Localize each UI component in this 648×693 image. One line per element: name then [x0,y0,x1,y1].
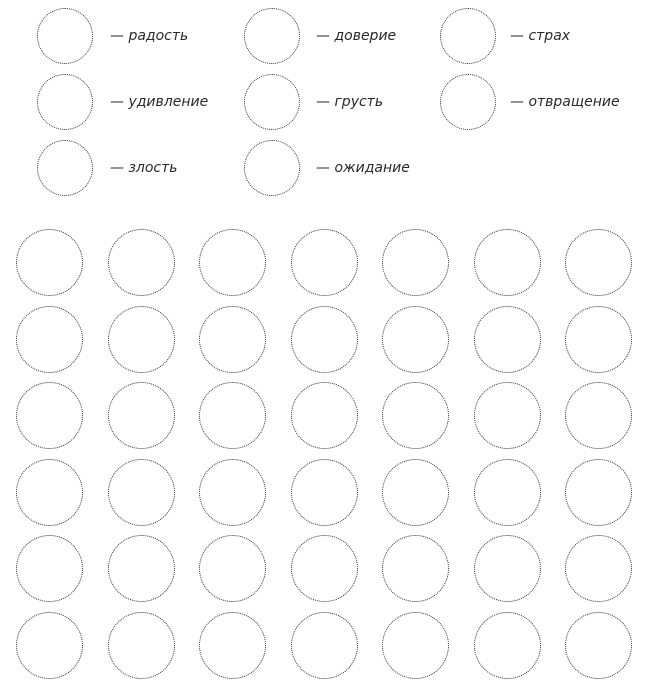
mood-circle[interactable] [108,382,175,449]
mood-circle[interactable] [474,459,541,526]
mood-circle[interactable] [199,306,266,373]
legend-label-trust: — доверие [316,28,397,44]
mood-circle[interactable] [474,306,541,373]
mood-circle[interactable] [474,229,541,296]
legend-label-surprise: — удивление [110,94,209,110]
mood-circle[interactable] [291,229,358,296]
mood-circle[interactable] [16,382,83,449]
legend-label-fear: — страх [510,28,571,44]
mood-circle[interactable] [565,612,632,679]
mood-circle[interactable] [199,459,266,526]
mood-circle[interactable] [382,382,449,449]
mood-circle[interactable] [565,535,632,602]
mood-circle[interactable] [474,382,541,449]
mood-circle[interactable] [199,382,266,449]
mood-circle[interactable] [291,382,358,449]
mood-circle[interactable] [382,535,449,602]
mood-circle[interactable] [291,612,358,679]
mood-circle[interactable] [108,612,175,679]
mood-circle[interactable] [199,229,266,296]
mood-circle[interactable] [16,459,83,526]
legend-label-sadness: — грусть [316,94,384,110]
mood-circle[interactable] [291,459,358,526]
mood-circle[interactable] [474,612,541,679]
mood-circle[interactable] [16,229,83,296]
mood-circle[interactable] [565,382,632,449]
mood-circle[interactable] [108,535,175,602]
legend-label-joy: — радость [110,28,189,44]
mood-circle[interactable] [108,306,175,373]
mood-circle[interactable] [382,306,449,373]
mood-circle[interactable] [565,229,632,296]
mood-circle[interactable] [474,535,541,602]
mood-circle[interactable] [291,535,358,602]
mood-circle[interactable] [382,459,449,526]
mood-circle[interactable] [382,612,449,679]
mood-circle[interactable] [565,306,632,373]
mood-circle[interactable] [16,612,83,679]
legend-label-anger: — злость [110,160,178,176]
legend-label-disgust: — отвращение [510,94,620,110]
mood-circle[interactable] [199,535,266,602]
mood-circle[interactable] [291,306,358,373]
mood-circle[interactable] [199,612,266,679]
mood-circle[interactable] [16,535,83,602]
mood-circle[interactable] [108,459,175,526]
legend-label-anticipation: — ожидание [316,160,410,176]
mood-circle[interactable] [16,306,83,373]
mood-circle[interactable] [382,229,449,296]
mood-circle[interactable] [565,459,632,526]
mood-circle[interactable] [108,229,175,296]
